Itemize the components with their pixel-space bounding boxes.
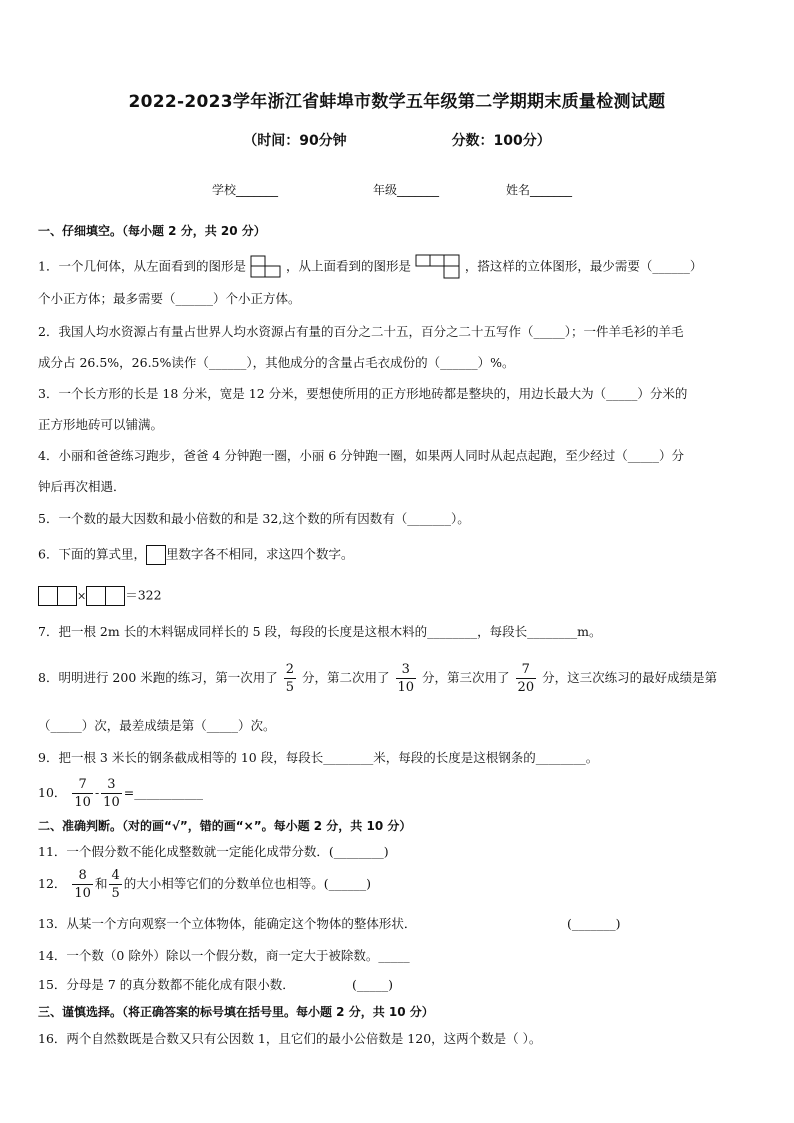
top-view-figure [415, 254, 461, 280]
question-6: 6．下面的算式里， 里数字各不相同，求这四个数字。 [38, 545, 353, 565]
digit-box [57, 586, 77, 606]
equation-result: ＝322 [125, 587, 162, 603]
grade-field: 年级_______ [373, 183, 440, 197]
fraction: $\frac{2}{5}$ [285, 662, 295, 695]
digit-box [86, 586, 106, 606]
question-2-cont: 成分占 26.5%，26.5%读作（______），其他成分的含量占毛衣成份的（______）%。 [38, 355, 515, 370]
left-view-figure [250, 255, 282, 279]
fraction: $\frac{7}{10}$ [74, 777, 91, 810]
question-15: 15．分母是 7 的真分数都不能化成有限小数． [38, 977, 295, 992]
question-13: 13．从某一个方向观察一个立体物体，能确定这个物体的整体形状． [38, 916, 417, 931]
question-4: 4．小丽和爸爸练习跑步，爸爸 4 分钟跑一圈，小丽 6 分钟跑一圈，如果两人同时从起点起跑，至少经过（_____）分 [38, 448, 685, 463]
question-15-answer: (_____) [352, 977, 394, 992]
school-field: 学校_______ [212, 183, 279, 197]
fraction: $\frac{3}{10}$ [397, 662, 415, 695]
digit-box [105, 586, 125, 606]
question-3: 3．一个长方形的长是 18 分米，宽是 12 分米，要想使所用的正方形地砖都是整块的，用边长最大为（_____）分米的 [38, 386, 688, 401]
question-3-cont: 正方形地砖可以铺满。 [38, 417, 164, 432]
question-8: 8．明明进行 200 米跑的练习，第一次用了 $\frac{2}{5}$ 分，第二次用了 $\frac{3}{10}$ 分，第三次用了 $\frac{7}{20}$ 分，这三次练习的最好成绩是第 [38, 662, 718, 695]
question-1: 1．一个几何体，从左面看到的图形是 ，从上面看到的图形是 ，搭这样的立体图形，最少需要（______） [38, 254, 702, 280]
question-11: 11．一个假分数不能化成整数就一定能化成带分数．(________) [38, 844, 389, 859]
question-5: 5．一个数的最大因数和最小倍数的和是 32,这个数的所有因数有（_______）。 [38, 511, 470, 526]
times-sign: × [77, 589, 87, 603]
question-12: 12． $\frac{8}{10}$ 和 $\frac{4}{5}$ 的大小相等它们的分数单位也相等。(______) [38, 868, 371, 901]
question-16: 16．两个自然数既是合数又只有公因数 1，且它们的最小公倍数是 120，这两个数是（ ）。 [38, 1031, 542, 1046]
digit-boxes-left [38, 586, 77, 606]
question-2: 2．我国人均水资源占有量占世界人均水资源占有量的百分之二十五，百分之二十五写作（_____）；一件羊毛衫的羊毛 [38, 324, 684, 339]
score-label: 分数：100分） [451, 133, 551, 149]
section-3-heading: 三、谨慎选择。（将正确答案的标号填在括号里。每小题 2 分，共 10 分） [38, 1005, 434, 1019]
time-label: （时间：90分钟 [243, 133, 347, 149]
name-field: 姓名_______ [506, 183, 573, 197]
exam-title: 2022-2023学年浙江省蚌埠市数学五年级第二学期期末质量检测试题 [128, 92, 666, 112]
question-14: 14．一个数（0 除外）除以一个假分数，商一定大于被除数。_____ [38, 948, 410, 963]
fraction: $\frac{4}{5}$ [111, 868, 120, 901]
question-6-equation [38, 586, 162, 606]
digit-boxes-right [86, 586, 125, 606]
answer-box [146, 545, 166, 565]
question-7: 7．把一根 2m 长的木料锯成同样长的 5 段，每段的长度是这根木料的________，每段长________m。 [38, 624, 602, 639]
fraction: $\frac{8}{10}$ [74, 868, 91, 901]
exam-subtitle [0, 130, 794, 150]
section-1-heading: 一、仔细填空。（每小题 2 分，共 20 分） [38, 224, 266, 238]
section-2-heading: 二、准确判断。（对的画“√”，错的画“×”。每小题 2 分，共 10 分） [38, 819, 412, 833]
question-8-cont: （_____）次，最差成绩是第（_____）次。 [38, 718, 276, 733]
fraction: $\frac{7}{20}$ [517, 662, 535, 695]
question-13-answer: (_______) [567, 916, 621, 931]
question-1-cont: 个小正方体；最多需要（______）个小正方体。 [38, 291, 301, 306]
question-4-cont: 钟后再次相遇． [38, 479, 126, 494]
digit-box [38, 586, 58, 606]
question-9: 9．把一根 3 米长的钢条截成相等的 10 段，每段长________米，每段的长度是这根钢条的________。 [38, 750, 599, 765]
fraction: $\frac{3}{10}$ [103, 777, 120, 810]
question-10: 10． $\frac{7}{10}$ - $\frac{3}{10}$ =___________ [38, 777, 203, 810]
